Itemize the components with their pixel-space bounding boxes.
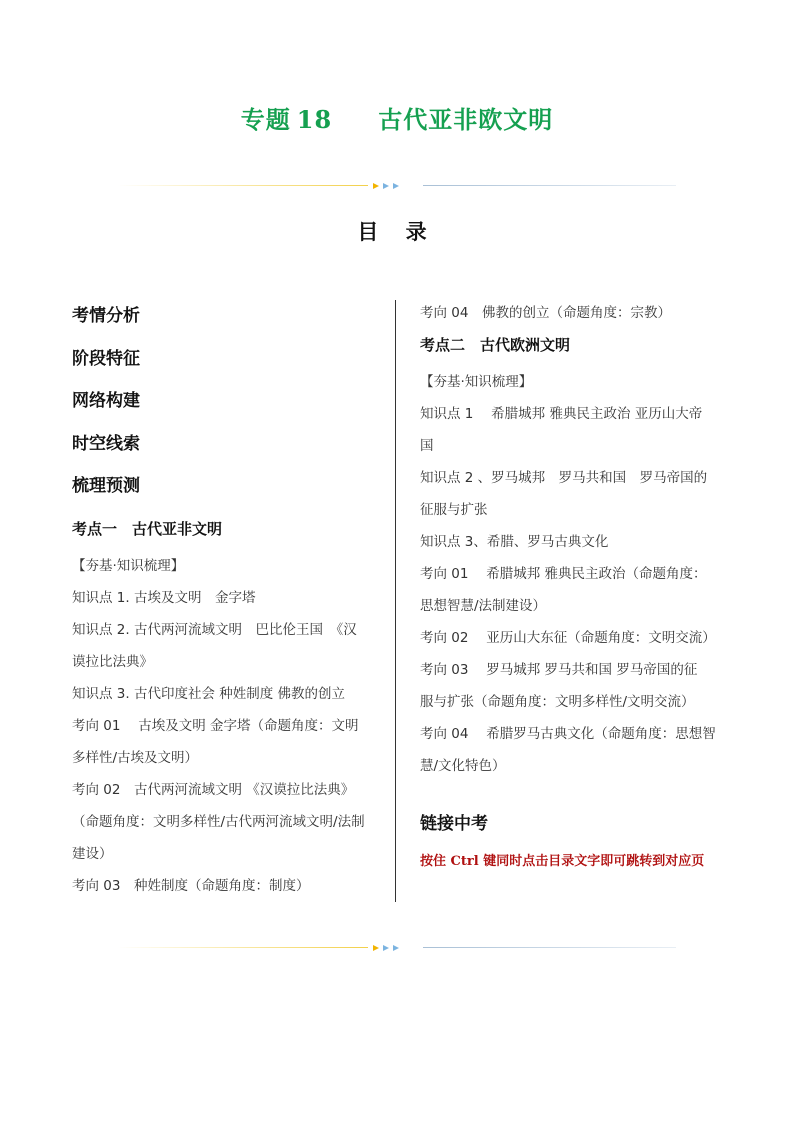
toc-section-link[interactable]: 网络构建 xyxy=(72,391,140,411)
toc-item-link[interactable]: 考向 03 种姓制度（命题角度：制度） xyxy=(72,877,310,894)
title-label: 专题 xyxy=(240,106,291,134)
toc-item-link[interactable]: 考向 03 罗马城邦 罗马共和国 罗马帝国的征 xyxy=(420,662,698,678)
document-title xyxy=(0,100,794,135)
toc-item-link[interactable]: 考向 01 古埃及文明 金字塔（命题角度：文明 xyxy=(72,717,359,734)
toc-section-link[interactable]: 梳理预测 xyxy=(72,476,140,496)
toc-item-link[interactable]: 国 xyxy=(420,438,434,454)
toc-part-heading[interactable]: 考点一 古代亚非文明 xyxy=(72,519,223,538)
toc-item-link[interactable]: 知识点 1. 古埃及文明 金字塔 xyxy=(72,589,256,606)
toc-item-link[interactable]: 知识点 3、希腊、罗马古典文化 xyxy=(420,534,609,550)
toc-section-link[interactable]: 时空线索 xyxy=(72,433,140,454)
toc-item-link[interactable]: 慧/文化特色） xyxy=(420,758,506,774)
bottom-divider xyxy=(118,945,676,951)
toc-item-link[interactable]: 建设） xyxy=(72,845,113,862)
ctrl-click-note: 按住 Ctrl 键同时点击目录文字即可跳转到对应页 xyxy=(420,854,705,869)
title-text: 古代亚非欧文明 xyxy=(378,106,554,134)
toc-item-link[interactable]: 服与扩张（命题角度：文明多样性/文明交流） xyxy=(420,694,695,710)
toc-item-link[interactable]: 知识点 2 、罗马城邦 罗马共和国 罗马帝国的 xyxy=(420,470,708,486)
top-divider xyxy=(118,183,676,189)
toc-item-link[interactable]: 考向 02 亚历山大东征（命题角度：文明交流） xyxy=(420,630,716,646)
toc-title: 目 录 xyxy=(357,220,437,244)
toc-item-link[interactable]: 考向 04 佛教的创立（命题角度：宗教） xyxy=(420,305,671,321)
toc-section-link[interactable]: 链接中考 xyxy=(420,814,488,834)
toc-section-link[interactable]: 阶段特征 xyxy=(72,348,140,369)
toc-right-column xyxy=(420,302,730,869)
toc-subheading[interactable]: 【夯基·知识梳理】 xyxy=(72,557,185,574)
toc-item-link[interactable]: 谟拉比法典》 xyxy=(72,653,153,670)
toc-item-link[interactable]: 多样性/古埃及文明） xyxy=(72,749,199,766)
column-divider xyxy=(395,300,396,902)
toc-item-link[interactable]: 征服与扩张 xyxy=(420,502,488,518)
toc-part-heading[interactable]: 考点二 古代欧洲文明 xyxy=(420,336,571,354)
toc-section-link[interactable]: 考情分析 xyxy=(72,306,140,326)
toc-subheading[interactable]: 【夯基·知识梳理】 xyxy=(420,374,533,390)
title-number: 18 xyxy=(296,105,333,134)
toc-item-link[interactable]: 思想智慧/法制建设） xyxy=(420,598,547,614)
toc-left-column xyxy=(72,302,382,902)
toc-item-link[interactable]: 知识点 1 希腊城邦 雅典民主政治 亚历山大帝 xyxy=(420,406,703,422)
toc-item-link[interactable]: 考向 02 古代两河流域文明 《汉谟拉比法典》 xyxy=(72,781,355,798)
toc-item-link[interactable]: 知识点 2. 古代两河流域文明 巴比伦王国 《汉 xyxy=(72,621,357,638)
toc-item-link[interactable]: （命题角度：文明多样性/古代两河流域文明/法制 xyxy=(72,813,365,830)
toc-item-link[interactable]: 考向 01 希腊城邦 雅典民主政治（命题角度： xyxy=(420,566,707,582)
toc-item-link[interactable]: 知识点 3. 古代印度社会 种姓制度 佛教的创立 xyxy=(72,685,346,702)
toc-item-link[interactable]: 考向 04 希腊罗马古典文化（命题角度：思想智 xyxy=(420,726,716,742)
